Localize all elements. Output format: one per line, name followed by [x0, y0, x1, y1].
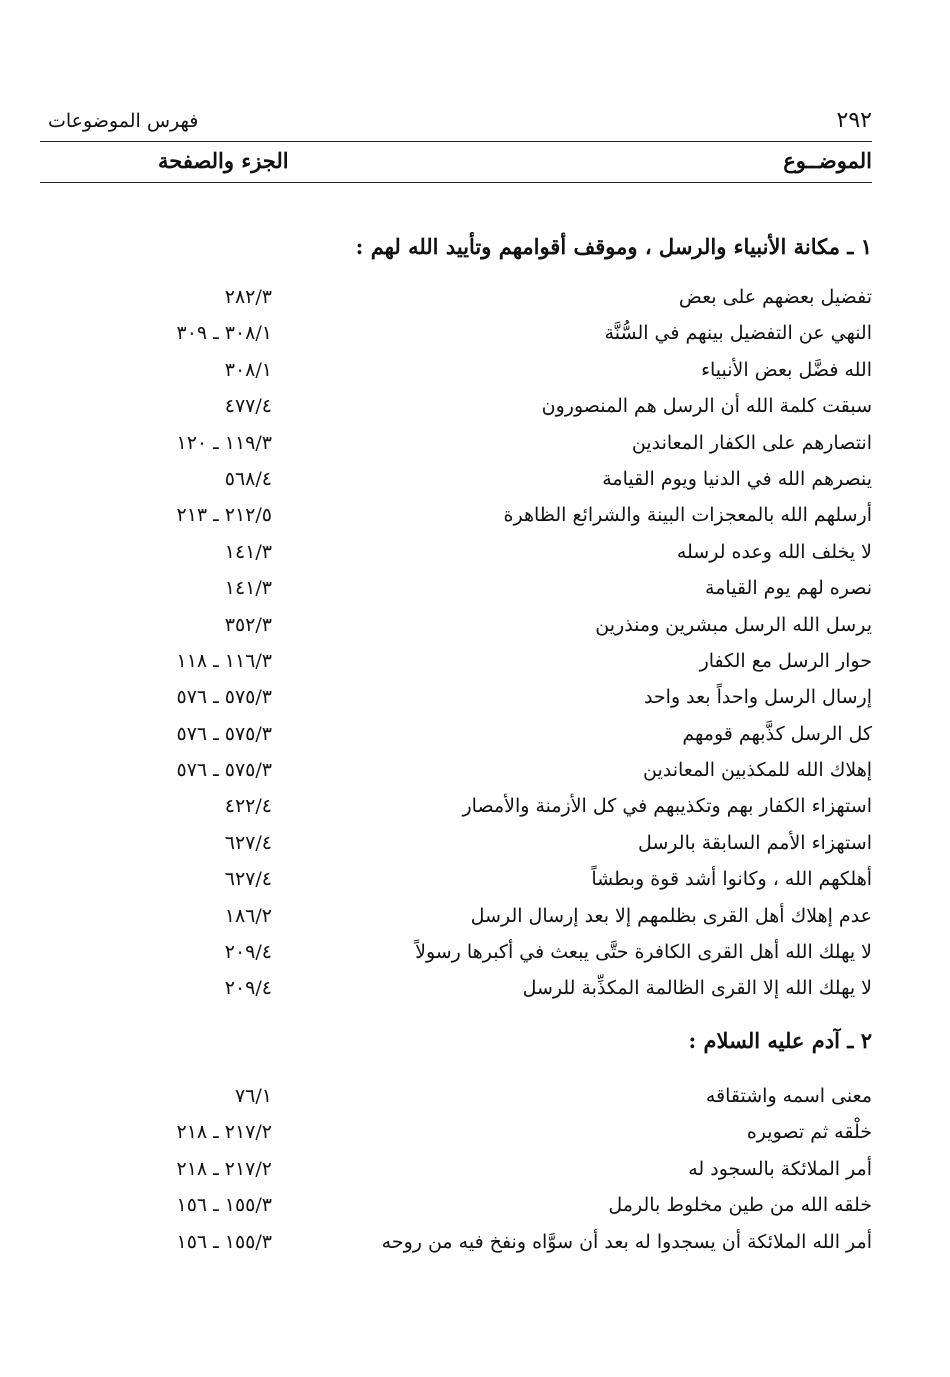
entry-topic: النهي عن التفضيل بينهم في السُّنَّة — [604, 322, 872, 345]
entry-topic: لا يخلف الله وعده لرسله — [676, 540, 872, 563]
index-entry — [40, 825, 872, 861]
index-entry — [40, 461, 872, 497]
index-entry — [40, 861, 872, 897]
index-section — [40, 1022, 872, 1260]
index-entry — [40, 279, 872, 315]
index-section — [40, 228, 872, 1007]
entry-volume-page: ١١٦/٣ ـ ١١٨ — [176, 649, 272, 672]
entry-volume-page: ٤٢٢/٤ — [224, 795, 272, 818]
running-head — [40, 108, 872, 140]
entry-topic: عدم إهلاك أهل القرى بظلمهم إلا بعد إرسال الرسل — [470, 904, 872, 927]
entry-volume-page: ١١٩/٣ ـ ١٢٠ — [176, 431, 272, 454]
entry-topic: نصره لهم يوم القيامة — [705, 577, 872, 600]
index-entry — [40, 607, 872, 643]
page-number: ٢٩٢ — [836, 108, 872, 133]
index-entry — [40, 570, 872, 606]
entry-topic: أهلكهم الله ، وكانوا أشد قوة وبطشاً — [591, 868, 872, 891]
topic-column-heading: الموضــوع — [783, 148, 872, 173]
index-entry — [40, 315, 872, 351]
entry-topic: تفضيل بعضهم على بعض — [678, 286, 872, 308]
entry-topic: الله فضَّل بعض الأنبياء — [701, 358, 872, 381]
entry-topic: خلقه الله من طين مخلوط بالرمل — [608, 1194, 872, 1217]
index-entry — [40, 679, 872, 715]
entry-volume-page: ٣٠٨/١ — [224, 358, 272, 381]
entry-topic: انتصارهم على الكفار المعاندين — [631, 431, 872, 454]
index-entry — [40, 1224, 872, 1260]
index-entry — [40, 534, 872, 570]
index-entry — [40, 1187, 872, 1223]
entry-topic: إرسال الرسل واحداً بعد واحد — [643, 686, 872, 709]
entry-volume-page: ٢٠٩/٤ — [224, 977, 272, 1000]
entry-volume-page: ٦٢٧/٤ — [224, 831, 272, 854]
entry-topic: لا يهلك الله أهل القرى الكافرة حتَّى يبعث في أكبرها رسولاً — [415, 941, 872, 964]
entry-topic: معنى اسمه واشتقاقه — [705, 1085, 872, 1107]
entry-volume-page: ٥٧٥/٣ ـ ٥٧٦ — [176, 686, 272, 709]
entry-topic: إهلاك الله للمكذبين المعاندين — [643, 759, 872, 782]
entry-volume-page: ٢١٢/٥ ـ ٢١٣ — [176, 504, 272, 527]
index-entry — [40, 898, 872, 934]
entry-volume-page: ١٨٦/٢ — [224, 904, 272, 927]
index-entry — [40, 752, 872, 788]
entry-list — [40, 1078, 872, 1260]
entry-topic: استهزاء الكفار بهم وتكذيبهم في كل الأزمنة والأمصار — [462, 795, 872, 818]
header-rule — [40, 141, 872, 142]
entry-volume-page: ٢٨٢/٣ — [224, 286, 272, 308]
entry-volume-page: ٢٠٩/٤ — [224, 941, 272, 964]
entry-topic: خلْقه ثم تصويره — [746, 1121, 872, 1144]
index-entry — [40, 1151, 872, 1187]
entry-topic: استهزاء الأمم السابقة بالرسل — [638, 831, 872, 854]
entry-volume-page: ٣٥٢/٣ — [224, 613, 272, 636]
entry-topic: حوار الرسل مع الكفار — [699, 649, 872, 672]
entry-volume-page: ٢١٧/٢ ـ ٢١٨ — [176, 1157, 272, 1180]
index-entry — [40, 788, 872, 824]
entry-volume-page: ١٤١/٣ — [224, 577, 272, 600]
index-entry — [40, 1114, 872, 1150]
index-entry — [40, 425, 872, 461]
index-entry — [40, 1078, 872, 1114]
index-entry — [40, 352, 872, 388]
entry-volume-page: ٤٧٧/٤ — [224, 395, 272, 418]
entry-topic: كل الرسل كذَّبهم قومهم — [682, 722, 872, 745]
index-entry — [40, 970, 872, 1006]
index-entry — [40, 388, 872, 424]
entry-volume-page: ٧٦/١ — [234, 1085, 272, 1107]
section-title: ٢ ـ آدم عليه السلام : — [688, 1028, 872, 1053]
entry-volume-page: ٥٧٥/٣ ـ ٥٧٦ — [176, 759, 272, 782]
entry-topic: ينصرهم الله في الدنيا ويوم القيامة — [602, 467, 872, 490]
index-entry — [40, 716, 872, 752]
entry-volume-page: ٥٧٥/٣ ـ ٥٧٦ — [176, 722, 272, 745]
entry-list — [40, 279, 872, 1007]
entry-volume-page: ٦٢٧/٤ — [224, 868, 272, 891]
entry-topic: أرسلهم الله بالمعجزات البينة والشرائع الظاهرة — [503, 504, 872, 527]
entry-topic: لا يهلك الله إلا القرى الظالمة المكذِّبة للرسل — [522, 977, 872, 1000]
entry-volume-page: ١٥٥/٣ ـ ١٥٦ — [176, 1194, 272, 1217]
section-title: ١ ـ مكانة الأنبياء والرسل ، وموقف أقوامهم وتأييد الله لهم : — [355, 234, 872, 259]
entry-volume-page: ١٥٥/٣ ـ ١٥٦ — [176, 1230, 272, 1253]
entry-topic: يرسل الله الرسل مبشرين ومنذرين — [595, 613, 872, 636]
index-entry — [40, 643, 872, 679]
entry-volume-page: ٥٦٨/٤ — [224, 467, 272, 490]
entry-topic: أمر الله الملائكة أن يسجدوا له بعد أن سوَّاه ونفخ فيه من روحه — [381, 1230, 872, 1253]
entry-volume-page: ٢١٧/٢ ـ ٢١٨ — [176, 1121, 272, 1144]
index-entry — [40, 497, 872, 533]
column-heading-rule — [40, 182, 872, 183]
entry-topic: سبقت كلمة الله أن الرسل هم المنصورون — [541, 395, 872, 418]
entry-volume-page: ١٤١/٣ — [224, 540, 272, 563]
index-entry — [40, 934, 872, 970]
running-title: فهرس الموضوعات — [48, 110, 199, 132]
entry-topic: أمر الملائكة بالسجود له — [688, 1157, 872, 1180]
entry-volume-page: ٣٠٨/١ ـ ٣٠٩ — [176, 322, 272, 345]
reference-column-heading: الجزء والصفحة — [158, 148, 289, 173]
